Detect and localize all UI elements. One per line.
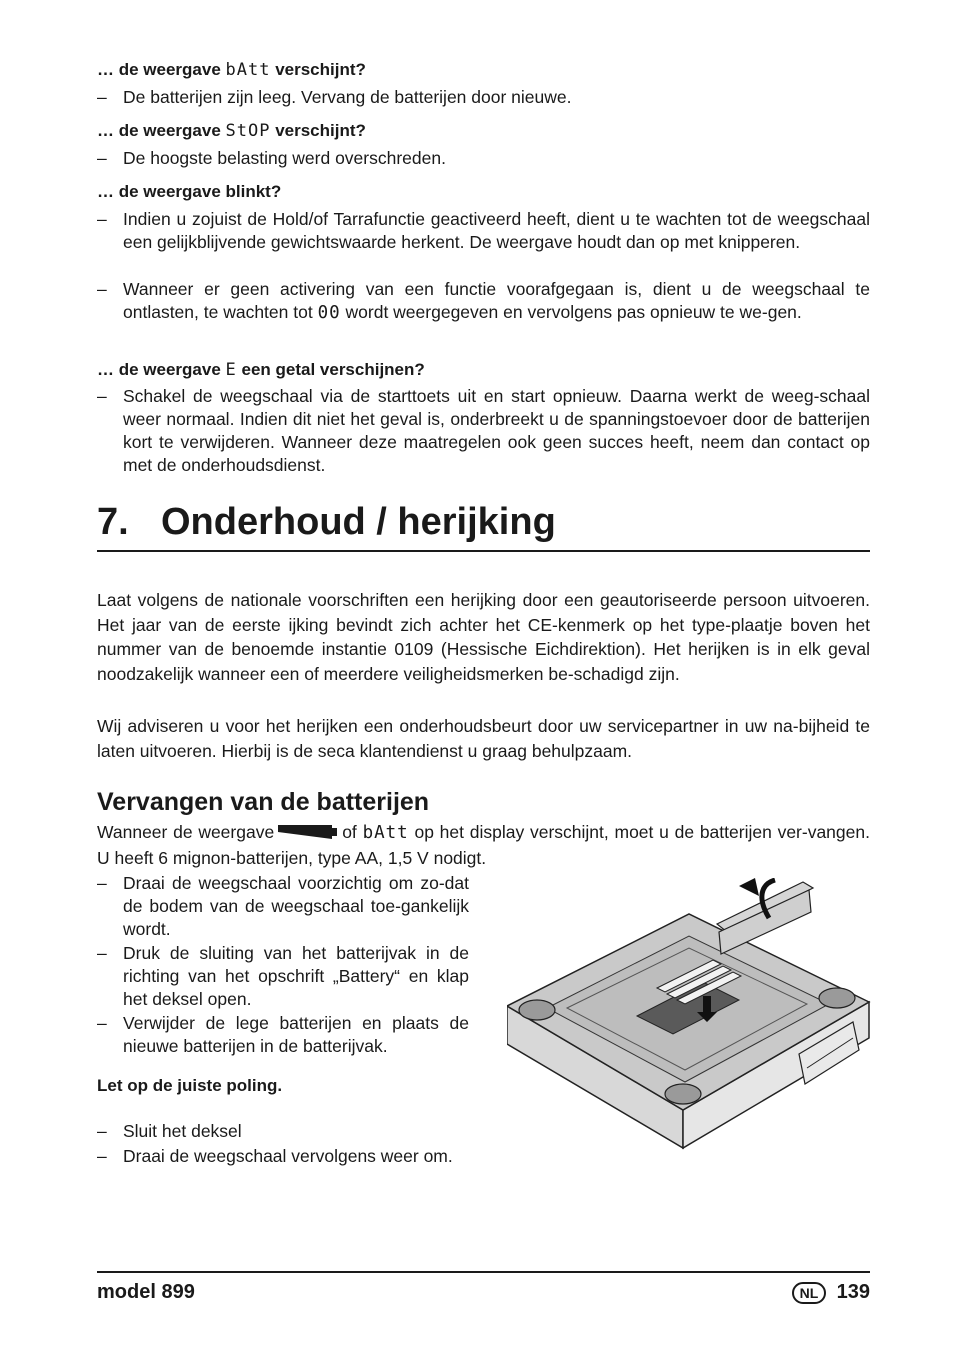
list-item — [97, 1012, 469, 1058]
polarity-note: Let op de juiste poling. — [97, 1076, 283, 1095]
question-text: een getal verschijnen? — [236, 360, 425, 379]
list-item — [97, 942, 469, 1011]
dash-bullet: – — [97, 943, 107, 963]
intro-text: Wanneer de weergave — [97, 822, 275, 842]
question-text: verschijnt? — [270, 121, 366, 140]
question-text: … de weergave — [97, 60, 226, 79]
list-item — [97, 385, 870, 477]
lcd-symbol: bAtt — [225, 60, 271, 80]
step-text: Sluit het deksel — [123, 1121, 242, 1141]
step-text: Draai de weegschaal vervolgens weer om. — [123, 1146, 453, 1166]
manual-page — [97, 0, 870, 1352]
dash-bullet: – — [97, 87, 107, 107]
lcd-symbol: StOP — [225, 121, 271, 141]
body-paragraph: Wij adviseren u voor het herijken een onderhoudsbeurt door uw servicepartner in uw na-bijheid te laten uitvoeren. Hierbij is de seca klantendienst u graag behulpzaam. — [97, 716, 870, 761]
answer-text: Indien u zojuist de Hold/of Tarrafunctie geactiveerd heeft, dient u te wachten tot de weegschaal een gelijkblijvende gewichtswaarde herkent. De weergave houdt dan op met knipperen. — [123, 209, 870, 252]
list-item — [97, 86, 870, 109]
list-item — [97, 1120, 469, 1143]
faq-question-batt — [97, 59, 366, 81]
scale-battery-illustration — [507, 878, 871, 1150]
question-text: … de weergave blinkt? — [97, 182, 282, 201]
dash-bullet: – — [97, 1121, 107, 1141]
question-text: … de weergave — [97, 121, 226, 140]
chapter-heading — [97, 494, 870, 552]
step-text: Verwijder de lege batterijen en plaats de nieuwe batterijen in de batterijvak. — [123, 1013, 469, 1056]
answer-text: De batterijen zijn leeg. Vervang de batterijen door nieuwe. — [123, 87, 572, 107]
page-footer — [97, 1271, 870, 1313]
lcd-symbol: 00 — [317, 303, 341, 323]
chapter-number: 7. — [97, 501, 129, 543]
answer-text: De hoogste belasting werd overschreden. — [123, 148, 446, 168]
dash-bullet: – — [97, 279, 107, 299]
intro-text: of — [342, 822, 357, 842]
list-item — [97, 147, 870, 170]
dash-bullet: – — [97, 209, 107, 229]
faq-question-stop — [97, 120, 366, 142]
body-paragraph: Laat volgens de nationale voorschriften een herijking door een geautoriseerde persoon uitvoeren. Het jaar van de eerste ijking bevindt zich achter het CE-kenmerk op het type-plaatje boven het nummer van de benoemde instantie 0109 (Hessische Eichdirektion). Het herijken is in elk geval noodzakelijk wanneer een of meerdere veiligheidsmerken be-schadigd zijn. — [97, 590, 870, 684]
dash-bullet: – — [97, 386, 107, 406]
language-badge: NL — [792, 1282, 826, 1304]
chapter-title: Onderhoud / herijking — [161, 501, 556, 543]
list-item — [97, 208, 870, 254]
list-item — [97, 278, 870, 325]
dash-bullet: – — [97, 148, 107, 168]
faq-question-error — [97, 359, 425, 381]
section-heading: Vervangen van de batterijen — [97, 788, 430, 816]
list-item — [97, 872, 469, 941]
faq-question-blinks — [97, 181, 281, 203]
answer-text: Schakel de weegschaal via de starttoets uit en start opnieuw. Daarna werkt de weeg-schaal weer normaal. Indien dit niet het geval is, onderbreekt u de spanningstoevoer door de batterijen kort te verwijderen. Wanneer deze maatregelen ook geen succes heeft, neem dan contact op met de onderhoudsdienst. — [123, 386, 870, 475]
battery-low-icon — [278, 821, 338, 846]
battery-intro — [97, 820, 870, 870]
dash-bullet: – — [97, 1013, 107, 1033]
step-text: Draai de weegschaal voorzichtig om zo-dat de bodem van de weegschaal toe-gankelijk wordt. — [123, 873, 469, 939]
model-label: model 899 — [97, 1281, 195, 1303]
answer-text: wordt weergegeven en vervolgens pas opnieuw te we-gen. — [340, 302, 802, 322]
intro-text: op het display verschijnt, moet u de batterijen ver-vangen. U heeft 6 mignon-batterijen, type AA, 1,5 V nodigt. — [97, 822, 870, 868]
question-text: … de weergave — [97, 360, 226, 379]
dash-bullet: – — [97, 1146, 107, 1166]
answer-text: Wanneer er geen activering van een functie voorafgegaan is, dient u de weegschaal te ontlasten, te wachten tot — [123, 279, 870, 322]
list-item — [97, 1145, 469, 1168]
question-text: verschijnt? — [270, 60, 366, 79]
lcd-symbol: E — [225, 360, 237, 380]
lcd-symbol: bAtt — [362, 823, 409, 843]
step-text: Druk de sluiting van het batterijvak in de richting van het opschrift „Battery“ en klap het deksel open. — [123, 943, 469, 1009]
page-number: 139 — [836, 1281, 870, 1303]
dash-bullet: – — [97, 873, 107, 893]
